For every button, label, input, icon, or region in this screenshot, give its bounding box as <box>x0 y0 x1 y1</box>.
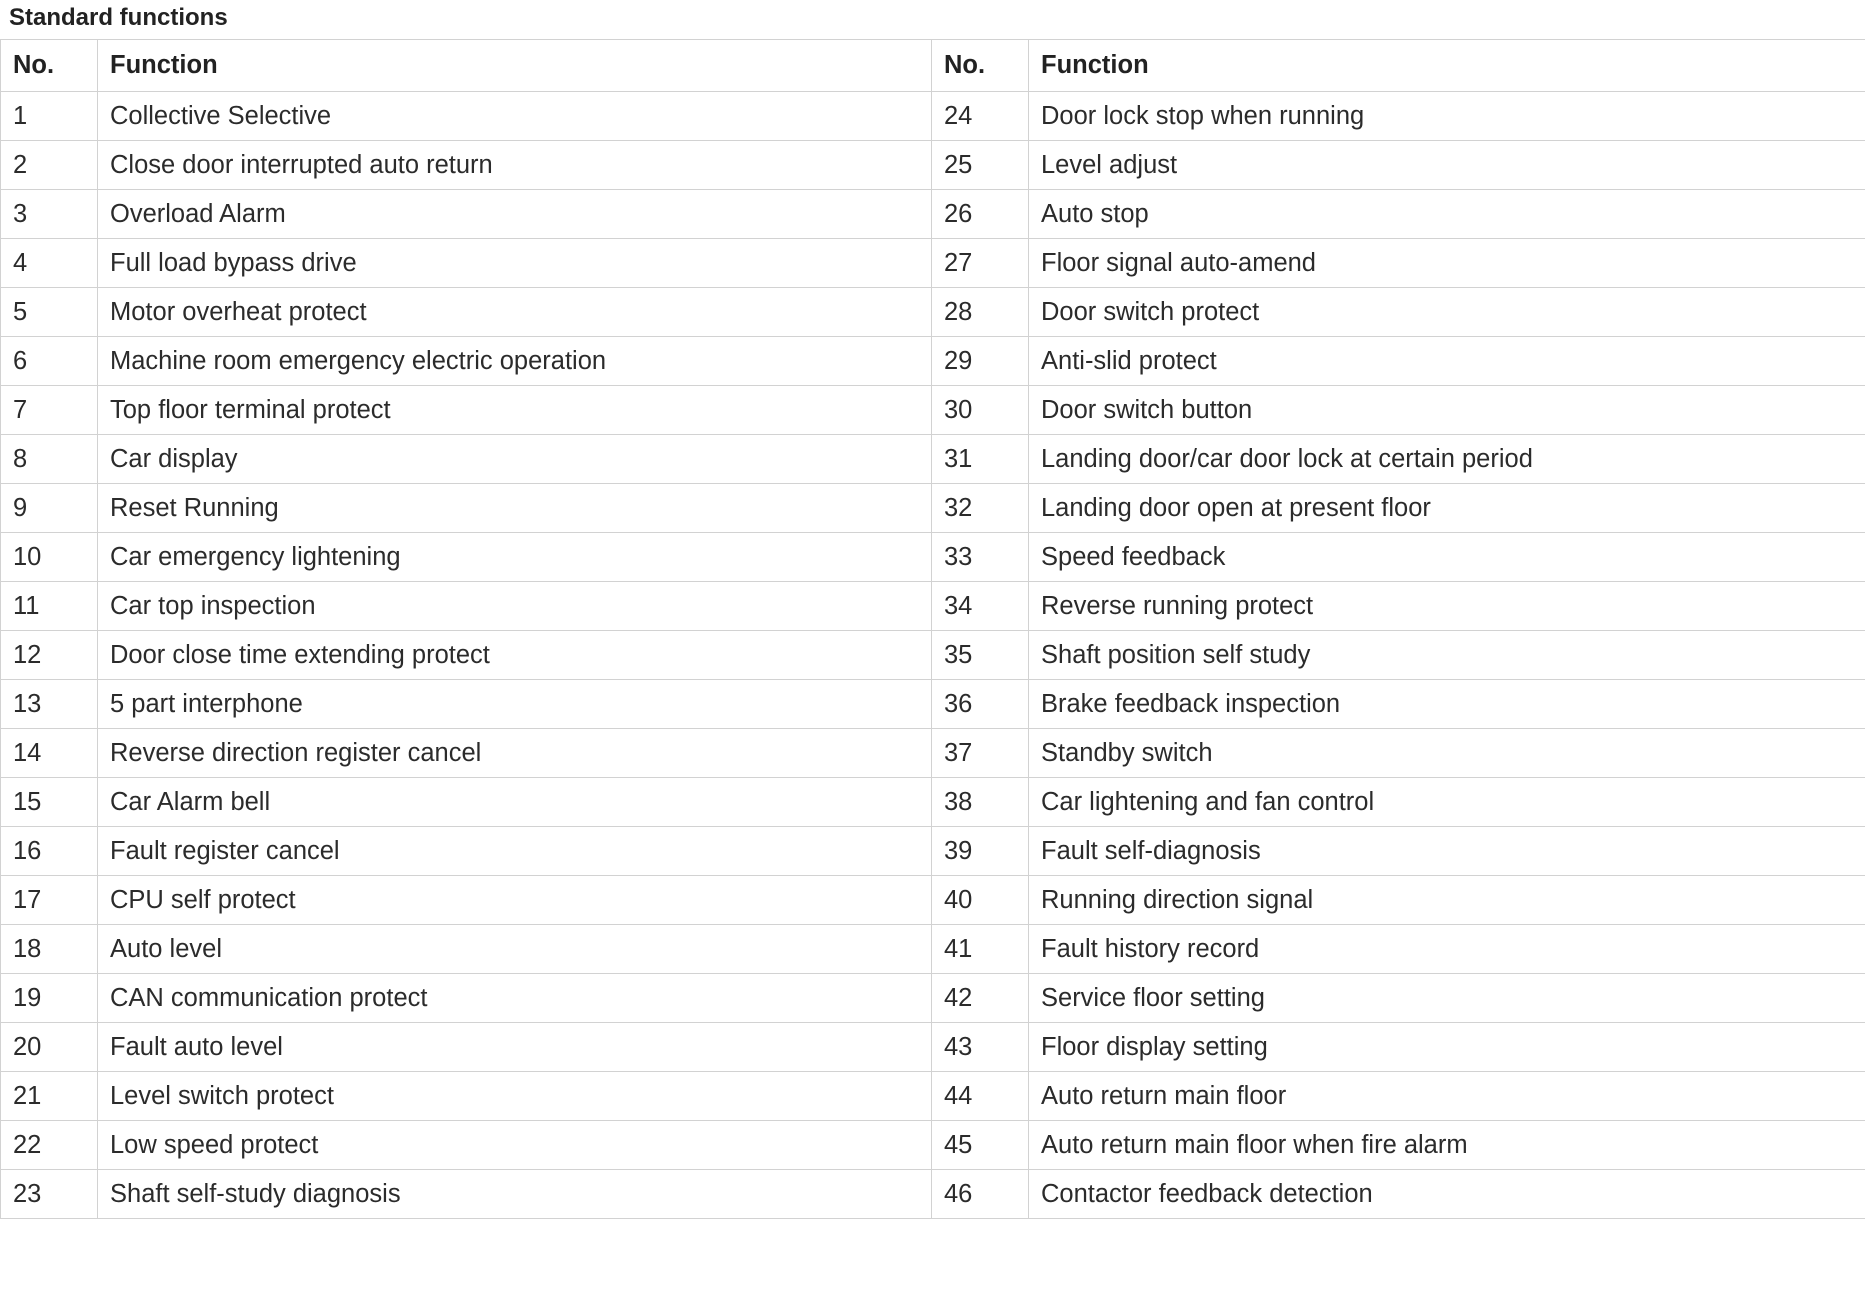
row-number-cell: 16 <box>1 827 98 876</box>
row-number-cell: 22 <box>1 1121 98 1170</box>
function-cell: Auto return main floor <box>1029 1072 1865 1121</box>
function-cell: Door close time extending protect <box>98 631 932 680</box>
table-row <box>1 533 1865 582</box>
row-number-cell: 8 <box>1 435 98 484</box>
row-number-cell: 35 <box>932 631 1029 680</box>
column-header-no: No. <box>1 40 98 92</box>
row-number-cell: 2 <box>1 141 98 190</box>
row-number-cell: 13 <box>1 680 98 729</box>
table-row <box>1 1121 1865 1170</box>
function-cell: Overload Alarm <box>98 190 932 239</box>
row-number-cell: 45 <box>932 1121 1029 1170</box>
row-number-cell: 25 <box>932 141 1029 190</box>
table-row <box>1 435 1865 484</box>
function-cell: Floor display setting <box>1029 1023 1865 1072</box>
row-number-cell: 6 <box>1 337 98 386</box>
table-row <box>1 288 1865 337</box>
function-cell: Top floor terminal protect <box>98 386 932 435</box>
row-number-cell: 24 <box>932 92 1029 141</box>
function-cell: Fault history record <box>1029 925 1865 974</box>
table-row <box>1 827 1865 876</box>
function-cell: Auto level <box>98 925 932 974</box>
function-cell: 5 part interphone <box>98 680 932 729</box>
row-number-cell: 15 <box>1 778 98 827</box>
function-cell: Car Alarm bell <box>98 778 932 827</box>
table-row <box>1 1023 1865 1072</box>
row-number-cell: 23 <box>1 1170 98 1219</box>
table-row <box>1 1072 1865 1121</box>
row-number-cell: 10 <box>1 533 98 582</box>
row-number-cell: 20 <box>1 1023 98 1072</box>
function-cell: Standby switch <box>1029 729 1865 778</box>
function-cell: Car top inspection <box>98 582 932 631</box>
function-cell: Landing door/car door lock at certain period <box>1029 435 1865 484</box>
function-cell: Reset Running <box>98 484 932 533</box>
function-cell: Running direction signal <box>1029 876 1865 925</box>
function-cell: Door lock stop when running <box>1029 92 1865 141</box>
function-cell: CPU self protect <box>98 876 932 925</box>
function-cell: Contactor feedback detection <box>1029 1170 1865 1219</box>
function-cell: Close door interrupted auto return <box>98 141 932 190</box>
table-row <box>1 778 1865 827</box>
row-number-cell: 11 <box>1 582 98 631</box>
table-row <box>1 190 1865 239</box>
function-cell: Fault auto level <box>98 1023 932 1072</box>
row-number-cell: 17 <box>1 876 98 925</box>
row-number-cell: 18 <box>1 925 98 974</box>
row-number-cell: 21 <box>1 1072 98 1121</box>
row-number-cell: 33 <box>932 533 1029 582</box>
column-header-no: No. <box>932 40 1029 92</box>
table-row <box>1 141 1865 190</box>
function-cell: Low speed protect <box>98 1121 932 1170</box>
table-row <box>1 386 1865 435</box>
function-cell: Motor overheat protect <box>98 288 932 337</box>
function-cell: Car lightening and fan control <box>1029 778 1865 827</box>
table-row <box>1 876 1865 925</box>
row-number-cell: 5 <box>1 288 98 337</box>
table-body <box>1 92 1865 1219</box>
function-cell: Floor signal auto-amend <box>1029 239 1865 288</box>
function-cell: Full load bypass drive <box>98 239 932 288</box>
row-number-cell: 19 <box>1 974 98 1023</box>
function-cell: Door switch button <box>1029 386 1865 435</box>
row-number-cell: 9 <box>1 484 98 533</box>
function-cell: Level switch protect <box>98 1072 932 1121</box>
row-number-cell: 14 <box>1 729 98 778</box>
table-row <box>1 239 1865 288</box>
row-number-cell: 29 <box>932 337 1029 386</box>
function-cell: Auto return main floor when fire alarm <box>1029 1121 1865 1170</box>
row-number-cell: 40 <box>932 876 1029 925</box>
function-cell: Machine room emergency electric operation <box>98 337 932 386</box>
row-number-cell: 43 <box>932 1023 1029 1072</box>
function-cell: Car emergency lightening <box>98 533 932 582</box>
row-number-cell: 28 <box>932 288 1029 337</box>
header-row <box>1 40 1865 92</box>
row-number-cell: 41 <box>932 925 1029 974</box>
row-number-cell: 37 <box>932 729 1029 778</box>
table-row <box>1 925 1865 974</box>
table-row <box>1 631 1865 680</box>
row-number-cell: 42 <box>932 974 1029 1023</box>
row-number-cell: 32 <box>932 484 1029 533</box>
row-number-cell: 31 <box>932 435 1029 484</box>
page-title: Standard functions <box>9 4 228 31</box>
function-cell: Car display <box>98 435 932 484</box>
row-number-cell: 12 <box>1 631 98 680</box>
function-cell: Brake feedback inspection <box>1029 680 1865 729</box>
row-number-cell: 3 <box>1 190 98 239</box>
table-row <box>1 729 1865 778</box>
function-cell: Reverse direction register cancel <box>98 729 932 778</box>
column-header-function: Function <box>98 40 932 92</box>
row-number-cell: 30 <box>932 386 1029 435</box>
function-cell: Door switch protect <box>1029 288 1865 337</box>
function-cell: Reverse running protect <box>1029 582 1865 631</box>
function-cell: CAN communication protect <box>98 974 932 1023</box>
column-header-function: Function <box>1029 40 1865 92</box>
function-cell: Shaft position self study <box>1029 631 1865 680</box>
row-number-cell: 1 <box>1 92 98 141</box>
function-cell: Fault register cancel <box>98 827 932 876</box>
row-number-cell: 4 <box>1 239 98 288</box>
function-cell: Collective Selective <box>98 92 932 141</box>
function-cell: Fault self-diagnosis <box>1029 827 1865 876</box>
function-cell: Auto stop <box>1029 190 1865 239</box>
standard-functions-table <box>0 39 1865 1219</box>
function-cell: Shaft self-study diagnosis <box>98 1170 932 1219</box>
row-number-cell: 7 <box>1 386 98 435</box>
table-row <box>1 974 1865 1023</box>
row-number-cell: 38 <box>932 778 1029 827</box>
function-cell: Landing door open at present floor <box>1029 484 1865 533</box>
row-number-cell: 27 <box>932 239 1029 288</box>
function-cell: Service floor setting <box>1029 974 1865 1023</box>
table-row <box>1 337 1865 386</box>
row-number-cell: 46 <box>932 1170 1029 1219</box>
row-number-cell: 39 <box>932 827 1029 876</box>
row-number-cell: 36 <box>932 680 1029 729</box>
table-row <box>1 92 1865 141</box>
table-row <box>1 1170 1865 1219</box>
function-cell: Level adjust <box>1029 141 1865 190</box>
table-row <box>1 484 1865 533</box>
function-cell: Anti-slid protect <box>1029 337 1865 386</box>
table-row <box>1 582 1865 631</box>
row-number-cell: 34 <box>932 582 1029 631</box>
row-number-cell: 26 <box>932 190 1029 239</box>
table-row <box>1 680 1865 729</box>
row-number-cell: 44 <box>932 1072 1029 1121</box>
function-cell: Speed feedback <box>1029 533 1865 582</box>
